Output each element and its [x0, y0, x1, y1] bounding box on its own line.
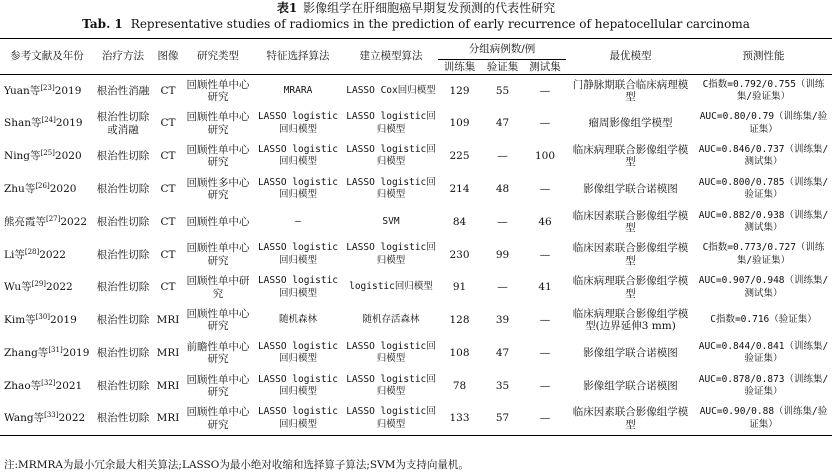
- cell-imaging: MRI: [156, 412, 180, 425]
- reference-year: 2021: [55, 379, 83, 392]
- cell-test: 46: [538, 215, 552, 228]
- reference-year: 2022: [60, 215, 88, 228]
- caption-zh-title: 影像组学在肝细胞癌早期复发预测的代表性研究: [303, 1, 556, 15]
- reference-year: 2019: [50, 314, 77, 327]
- reference-year: 2019: [54, 84, 82, 97]
- cell-study-type: 回顾性单中心: [186, 215, 250, 228]
- reference-citation: [31]: [48, 346, 63, 355]
- cell-treatment: 根治性消融: [96, 84, 150, 97]
- table-row: [0, 140, 832, 173]
- cell-best-model: 临床因素联合影像组学模型: [572, 406, 689, 431]
- cell-treatment: 根治性切除: [96, 183, 150, 196]
- cell-model-algo: LASSO logistic回归模型: [346, 242, 436, 266]
- cell-treatment: 根治性切除: [96, 379, 150, 392]
- cell-best-model: 影像组学联合诺模图: [583, 183, 678, 196]
- table-row: [0, 107, 832, 140]
- header-performance: 预测性能: [742, 50, 785, 63]
- cell-valid: 39: [495, 314, 510, 327]
- header-ref: 参考文献及年份: [10, 50, 84, 63]
- cell-best-model: 临床因素联合影像组学模型: [572, 242, 689, 267]
- reference-author: Zhu等: [4, 183, 36, 196]
- cell-treatment: 根治性切除: [96, 281, 150, 294]
- cell-model-algo: LASSO logistic回归模型: [346, 176, 436, 201]
- cell-best-model: 临床病理联合影像组学模型(边界延伸3 mm): [572, 307, 689, 333]
- cell-study-type: 回顾性单中研究: [186, 275, 250, 300]
- cell-study-type: 回顾性单中心研究: [186, 307, 250, 333]
- table-body: [0, 75, 832, 436]
- cell-feature-algo: 随机森林: [278, 314, 317, 326]
- caption-english: [0, 17, 832, 31]
- header-best-model: 最优模型: [609, 50, 652, 63]
- cell-reference: [0, 140, 94, 173]
- cell-feature-algo: LASSO logistic回归模型: [257, 111, 339, 135]
- cell-train: 108: [449, 347, 470, 360]
- cell-test: —: [539, 248, 551, 261]
- table-header: [0, 39, 832, 75]
- cell-reference: [0, 238, 94, 271]
- caption-en-label: Tab. 1: [82, 17, 123, 31]
- cell-train: 91: [452, 281, 467, 294]
- cell-feature-algo: LASSO logistic回归模型: [257, 340, 339, 365]
- cell-performance: AUC=0.800/0.785（训练集/验证集）: [698, 176, 829, 201]
- cell-imaging: MRI: [156, 314, 180, 327]
- caption-zh-label: 表1: [276, 1, 298, 15]
- table-row: [0, 304, 832, 337]
- cell-performance: AUC=0.90/0.88（训练集/验证集）: [699, 406, 828, 430]
- cell-model-algo: LASSO logistic回归模型: [346, 111, 436, 135]
- cell-study-type: 回顾性多中心研究: [186, 176, 250, 202]
- cell-treatment: 根治性切除: [96, 412, 150, 425]
- cell-valid: 47: [495, 117, 510, 130]
- reference-year: 2022: [58, 412, 86, 425]
- reference-citation: [26]: [35, 182, 50, 191]
- header-train: 训练集: [438, 60, 481, 75]
- cell-study-type: 回顾性单中心研究: [186, 406, 250, 431]
- cell-performance: AUC=0.80/0.79（训练集/验证集）: [699, 111, 828, 135]
- header-study-type: 研究类型: [197, 50, 239, 63]
- table-footnote: 注:MRMRA为最小冗余最大相关算法;LASSO为最小绝对收缩和选择算子算法;SVM为支持向量机。: [4, 459, 469, 471]
- cell-train: 230: [449, 248, 470, 261]
- cell-model-algo: logistic回归模型: [349, 281, 433, 293]
- cell-best-model: 临床因素联合影像组学模型: [572, 209, 689, 235]
- cell-imaging: CT: [160, 150, 176, 163]
- cell-performance: AUC=0.846/0.737（训练集/测试集）: [698, 143, 829, 168]
- table-row: [0, 238, 832, 271]
- cell-model-algo: LASSO logistic回归模型: [346, 340, 436, 365]
- cell-model-algo: 随机存活森林: [362, 314, 420, 326]
- cell-valid: 99: [495, 248, 510, 261]
- table-row: [0, 173, 832, 206]
- cell-train: 225: [449, 150, 470, 163]
- cell-valid: 35: [495, 379, 510, 392]
- reference-author: 熊亮霞等: [4, 215, 46, 228]
- cell-reference: [0, 206, 94, 239]
- cell-study-type: 回顾性单中心研究: [186, 78, 250, 104]
- cell-feature-algo: LASSO logistic回归模型: [257, 406, 339, 430]
- cell-train: 128: [449, 314, 470, 327]
- cell-train: 214: [449, 183, 470, 196]
- cell-train: 78: [452, 379, 467, 392]
- header-imaging: 图像: [157, 50, 179, 63]
- table-row: [0, 271, 832, 304]
- reference-year: 2022: [46, 281, 73, 294]
- cell-valid: —: [497, 281, 508, 294]
- cell-feature-algo: —: [295, 215, 301, 227]
- cell-performance: AUC=0.882/0.938（训练集/测试集）: [698, 209, 829, 234]
- cell-study-type: 回顾性单中心研究: [186, 242, 250, 267]
- cell-model-algo: LASSO logistic回归模型: [346, 143, 436, 168]
- cell-valid: 55: [495, 84, 510, 97]
- cell-reference: [0, 271, 94, 304]
- cell-feature-algo: LASSO logistic回归模型: [257, 143, 339, 168]
- cell-model-algo: LASSO Cox回归模型: [346, 84, 436, 96]
- header-model-algo: 建立模型算法: [359, 50, 423, 63]
- cell-test: 41: [538, 281, 552, 294]
- cell-test: 100: [534, 150, 556, 163]
- reference-year: 2019: [55, 117, 83, 130]
- reference-author: Wang等: [4, 412, 45, 425]
- cell-model-algo: SVM: [382, 215, 400, 227]
- reference-citation: [23]: [40, 83, 55, 92]
- header-treatment: 治疗方法: [102, 50, 144, 63]
- cell-feature-algo: LASSO logistic回归模型: [257, 242, 339, 266]
- cell-best-model: 门静脉期联合临床病理模型: [572, 78, 689, 104]
- cell-valid: —: [497, 150, 508, 163]
- reference-author: Shan等: [4, 117, 42, 130]
- cell-test: —: [539, 347, 551, 360]
- header-test: 测试集: [524, 60, 566, 75]
- cell-treatment: 根治性切除: [96, 314, 150, 327]
- reference-citation: [33]: [44, 411, 59, 420]
- cell-imaging: CT: [160, 248, 176, 261]
- caption-chinese: [0, 1, 832, 15]
- header-group-count: 分组病例数/例: [468, 42, 536, 55]
- cell-feature-algo: LASSO logistic回归模型: [257, 275, 339, 299]
- cell-model-algo: LASSO logistic回归模型: [346, 406, 436, 430]
- studies-table: [0, 38, 832, 436]
- table-row: [0, 75, 832, 108]
- cell-reference: [0, 173, 94, 206]
- cell-train: 109: [449, 117, 470, 130]
- cell-reference: [0, 337, 94, 370]
- reference-citation: [29]: [31, 280, 47, 289]
- cell-imaging: CT: [160, 117, 176, 130]
- cell-model-algo: LASSO logistic回归模型: [346, 373, 436, 398]
- cell-imaging: MRI: [156, 379, 180, 392]
- cell-valid: 57: [495, 412, 510, 425]
- cell-test: —: [539, 379, 551, 392]
- reference-author: Li等: [4, 248, 25, 261]
- reference-citation: [30]: [35, 313, 51, 322]
- reference-year: 2019: [62, 347, 90, 360]
- cell-performance: C指数=0.773/0.727（训练集/验证集）: [702, 242, 825, 266]
- cell-reference: [0, 107, 94, 140]
- cell-imaging: CT: [160, 215, 176, 228]
- reference-year: 2020: [49, 183, 77, 196]
- reference-author: Ning等: [4, 150, 41, 163]
- cell-imaging: CT: [160, 281, 176, 294]
- cell-study-type: 前瞻性单中心研究: [186, 340, 250, 366]
- header-feature-algo: 特征选择算法: [266, 50, 330, 63]
- cell-test: —: [539, 412, 551, 425]
- cell-best-model: 临床病理联合影像组学模型: [572, 275, 689, 300]
- cell-reference: [0, 75, 94, 108]
- cell-study-type: 回顾性单中心研究: [186, 111, 250, 136]
- reference-author: Wu等: [4, 281, 32, 294]
- cell-imaging: CT: [160, 84, 176, 97]
- reference-author: Yuan等: [4, 84, 41, 97]
- cell-performance: AUC=0.878/0.873（训练集/验证集）: [698, 373, 829, 398]
- cell-imaging: CT: [160, 183, 176, 196]
- cell-best-model: 临床病理联合影像组学模型: [572, 143, 689, 169]
- cell-best-model: 影像组学联合诺模图: [583, 347, 678, 360]
- cell-feature-algo: LASSO logistic回归模型: [257, 373, 339, 398]
- cell-feature-algo: LASSO logistic回归模型: [257, 176, 339, 201]
- cell-treatment: 根治性切除: [96, 150, 150, 163]
- cell-reference: [0, 402, 94, 435]
- cell-train: 84: [452, 215, 467, 228]
- cell-treatment: 根治性切除: [96, 248, 150, 261]
- cell-best-model: 瘤周影像组学模型: [588, 117, 673, 130]
- cell-study-type: 回顾性单中心研究: [186, 143, 250, 169]
- cell-valid: —: [497, 215, 508, 228]
- cell-test: —: [539, 117, 551, 130]
- cell-best-model: 影像组学联合诺模图: [583, 379, 678, 392]
- table-row: [0, 337, 832, 370]
- cell-reference: [0, 370, 94, 403]
- reference-citation: [24]: [41, 116, 56, 125]
- reference-citation: [25]: [40, 149, 55, 158]
- reference-citation: [28]: [24, 247, 40, 256]
- cell-performance: AUC=0.844/0.841（训练集/验证集）: [698, 340, 829, 365]
- reference-author: Zhang等: [4, 347, 49, 360]
- cell-imaging: MRI: [156, 347, 180, 360]
- reference-author: Kim等: [4, 314, 36, 327]
- reference-year: 2020: [54, 150, 82, 163]
- cell-valid: 48: [495, 183, 510, 196]
- cell-valid: 47: [495, 347, 510, 360]
- caption-en-title: Representative studies of radiomics in the prediction of early recurrence of hepatocellular carcinoma: [130, 17, 750, 31]
- cell-feature-algo: MRARA: [283, 84, 313, 96]
- cell-test: —: [539, 84, 551, 97]
- cell-reference: [0, 304, 94, 337]
- cell-train: 133: [449, 412, 470, 425]
- cell-test: —: [539, 314, 551, 327]
- cell-treatment: 根治性切除: [96, 347, 150, 360]
- reference-citation: [32]: [41, 378, 56, 387]
- cell-performance: AUC=0.907/0.948（训练集/测试集）: [698, 275, 829, 299]
- table-row: [0, 370, 832, 403]
- reference-year: 2022: [39, 248, 66, 261]
- table-row: [0, 206, 832, 239]
- reference-author: Zhao等: [4, 379, 42, 392]
- table-row: [0, 402, 832, 435]
- cell-test: —: [539, 183, 551, 196]
- header-valid: 验证集: [481, 60, 524, 75]
- cell-treatment: 根治性切除或消融: [96, 111, 150, 136]
- cell-train: 129: [449, 84, 470, 97]
- cell-study-type: 回顾性单中心研究: [186, 373, 250, 399]
- cell-performance: C指数=0.716（验证集）: [710, 314, 817, 326]
- cell-treatment: 根治性切除: [96, 215, 150, 228]
- reference-citation: [27]: [46, 214, 61, 223]
- cell-performance: C指数=0.792/0.755（训练集/验证集）: [702, 78, 825, 103]
